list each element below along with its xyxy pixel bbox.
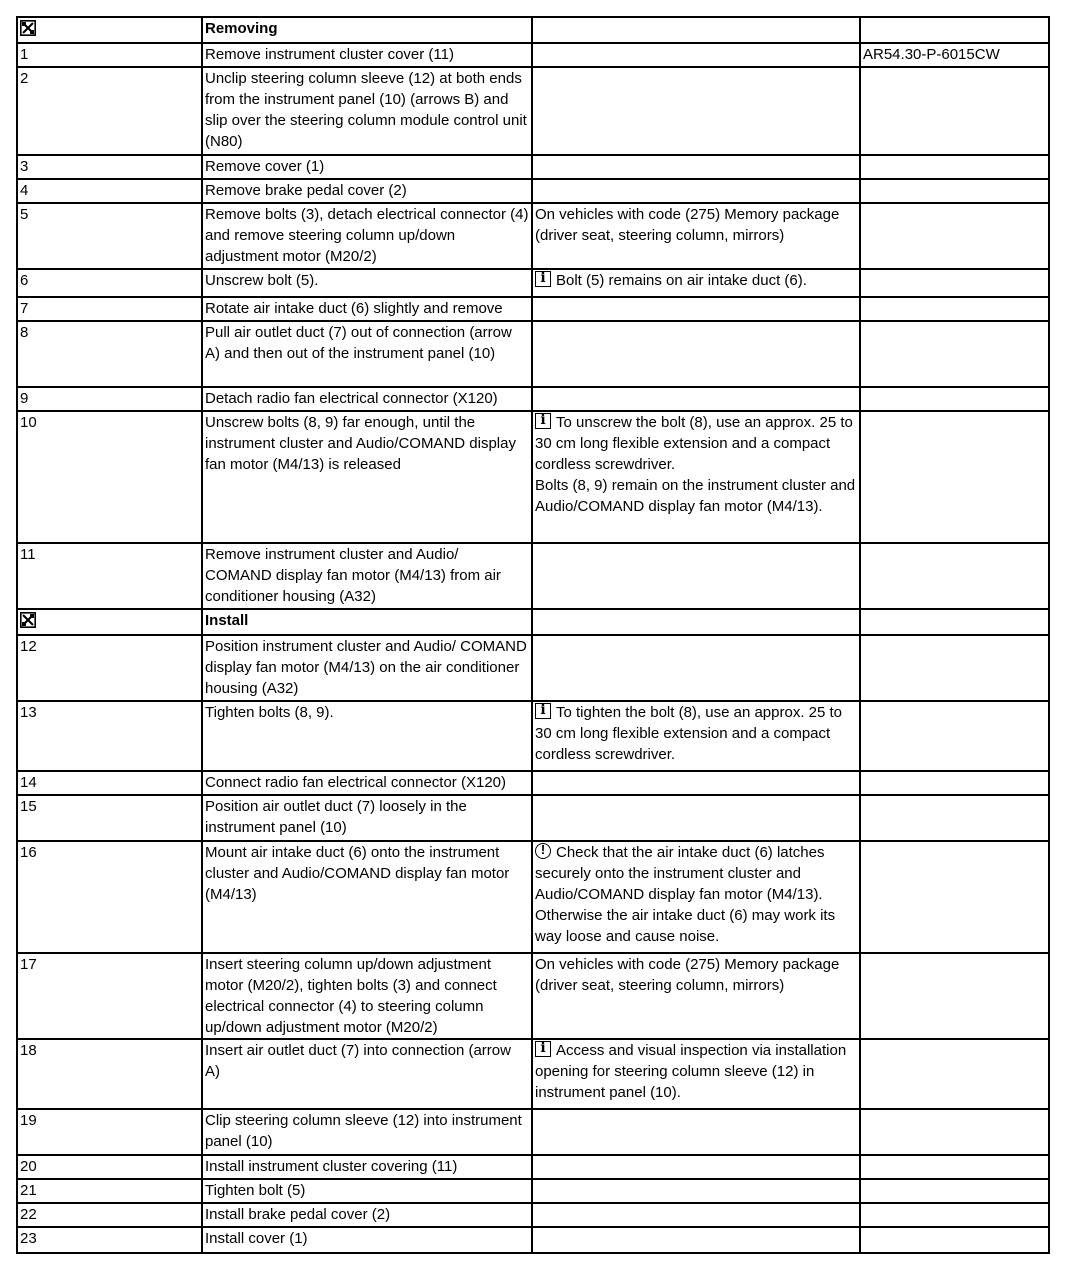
table-row [17,635,1049,701]
step-number: 11 [17,543,202,609]
step-number: 2 [17,67,202,155]
step-text: Remove cover (1) [202,155,532,179]
step-number: 13 [17,701,202,771]
table-row [17,1109,1049,1155]
step-text: Position air outlet duct (7) loosely in the instrument panel (10) [202,795,532,841]
step-number: 10 [17,411,202,543]
step-number: 5 [17,203,202,269]
step-number: 6 [17,269,202,297]
step-note: i To tighten the bolt (8), use an approx. 25 to 30 cm long flexible extension and a compact cordless screwdriver. [532,701,860,771]
step-number: 4 [17,179,202,203]
step-text: Insert air outlet duct (7) into connection (arrow A) [202,1039,532,1109]
step-number: 8 [17,321,202,387]
table-row [17,543,1049,609]
step-number: 3 [17,155,202,179]
step-text: Rotate air intake duct (6) slightly and remove [202,297,532,321]
section-row-install [17,609,1049,635]
step-text: Install instrument cluster covering (11) [202,1155,532,1179]
step-number: 9 [17,387,202,411]
table-row [17,1039,1049,1109]
risk-icon [535,843,551,859]
step-text: Connect radio fan electrical connector (X120) [202,771,532,795]
step-text: Remove brake pedal cover (2) [202,179,532,203]
step-number: 14 [17,771,202,795]
table-row [17,841,1049,953]
step-number: 22 [17,1203,202,1227]
table-row [17,771,1049,795]
step-number: 1 [17,43,202,67]
info-icon [535,703,551,719]
procedure-table [16,16,1050,1254]
step-note: iTo unscrew the bolt (8), use an approx. 25 to 30 cm long flexible extension and a compact cordless screwdriver. Bolts (8, 9) remain on the instrument cluster and Audio/COMAND display fan motor (M4/13). [532,411,860,543]
step-text: Install cover (1) [202,1227,532,1253]
info-icon [535,413,551,429]
step-note: On vehicles with code (275) Memory package (driver seat, steering column, mirrors) [532,203,860,269]
table-row [17,387,1049,411]
step-text: Unscrew bolt (5). [202,269,532,297]
table-row [17,179,1049,203]
table-row [17,203,1049,269]
table-row [17,43,1049,67]
table-row [17,321,1049,387]
step-text: Unclip steering column sleeve (12) at both ends from the instrument panel (10) (arrows B) and slip over the steering column module control unit (N80) [202,67,532,155]
step-text: Unscrew bolts (8, 9) far enough, until the instrument cluster and Audio/COMAND display fan motor (M4/13) is released [202,411,532,543]
step-number: 21 [17,1179,202,1203]
section-title: Removing [202,17,532,43]
step-number: 18 [17,1039,202,1109]
step-text: Detach radio fan electrical connector (X120) [202,387,532,411]
table-row [17,1179,1049,1203]
table-row [17,1203,1049,1227]
step-number: 15 [17,795,202,841]
section-icon-cell [17,609,202,635]
step-number: 23 [17,1227,202,1253]
table-row [17,1155,1049,1179]
table-row [17,67,1049,155]
step-number: 19 [17,1109,202,1155]
step-text: Pull air outlet duct (7) out of connection (arrow A) and then out of the instrument panel (10) [202,321,532,387]
step-text: Insert steering column up/down adjustment motor (M20/2), tighten bolts (3) and connect electrical connector (4) to steering column up/down adjustment motor (M20/2) [202,953,532,1039]
table-row [17,953,1049,1039]
table-row [17,411,1049,543]
step-text: Install brake pedal cover (2) [202,1203,532,1227]
step-number: 17 [17,953,202,1039]
step-number: 16 [17,841,202,953]
step-text: Remove bolts (3), detach electrical connector (4) and remove steering column up/down adjustment motor (M20/2) [202,203,532,269]
step-text: Tighten bolts (8, 9). [202,701,532,771]
table-row [17,701,1049,771]
section-title: Install [202,609,532,635]
step-number: 20 [17,1155,202,1179]
table-row [17,297,1049,321]
table-row [17,269,1049,297]
step-number: 12 [17,635,202,701]
step-text: Mount air intake duct (6) onto the instrument cluster and Audio/COMAND display fan motor (M4/13) [202,841,532,953]
step-text: Tighten bolt (5) [202,1179,532,1203]
step-note: i Bolt (5) remains on air intake duct (6). [532,269,860,297]
table-row [17,1227,1049,1253]
tool-icon [20,612,36,628]
step-text: Remove instrument cluster and Audio/ COMAND display fan motor (M4/13) from air conditioner housing (A32) [202,543,532,609]
step-note: On vehicles with code (275) Memory package (driver seat, steering column, mirrors) [532,953,860,1039]
tool-icon [20,20,36,36]
info-icon [535,1041,551,1057]
step-note: iAccess and visual inspection via installation opening for steering column sleeve (12) in instrument panel (10). [532,1039,860,1109]
info-icon [535,271,551,287]
step-text: Clip steering column sleeve (12) into instrument panel (10) [202,1109,532,1155]
section-icon-cell [17,17,202,43]
table-row [17,155,1049,179]
step-note: !Check that the air intake duct (6) latches securely onto the instrument cluster and Audio/COMAND display fan motor (M4/13). Otherwise the air intake duct (6) may work its way loose and cause noise. [532,841,860,953]
table-row [17,795,1049,841]
section-row-removing [17,17,1049,43]
step-text: Position instrument cluster and Audio/ COMAND display fan motor (M4/13) on the air conditioner housing (A32) [202,635,532,701]
step-text: Remove instrument cluster cover (11) [202,43,532,67]
step-number: 7 [17,297,202,321]
reference-link[interactable]: AR54.30-P-6015CW [860,43,1049,67]
